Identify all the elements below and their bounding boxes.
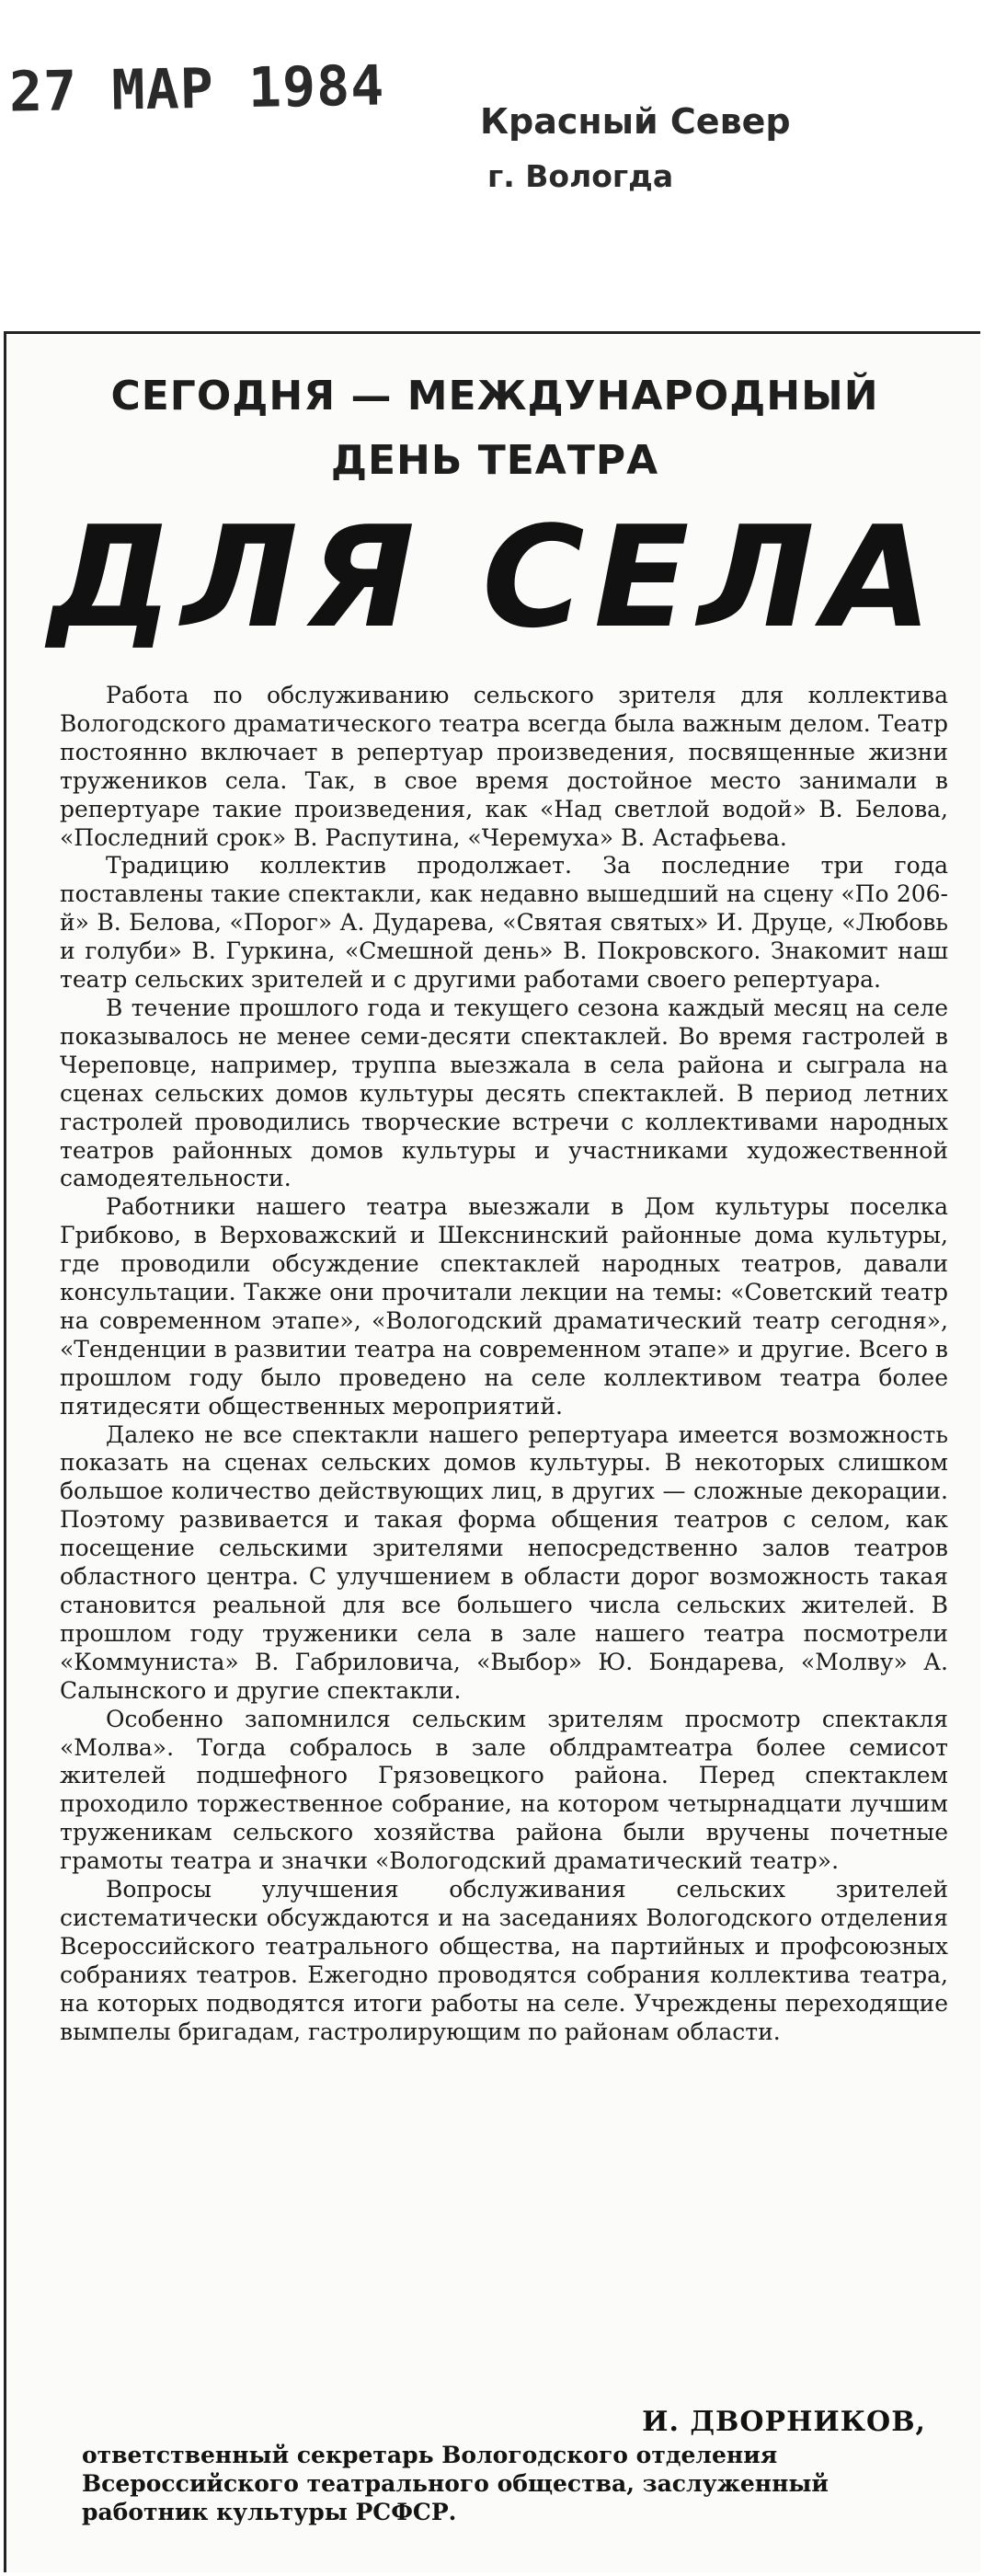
newspaper-clipping — [4, 331, 980, 2572]
paragraph: Работники нашего театра выезжали в Дом культуры поселка Грибково, в Верховажский и Шекснинский районные дома культуры, где проводили обсуждение спектаклей народных театров, давали консультации. Также они прочитали лекции на темы: «Советский театр на современном этапе», «Вологодский драматический театр сегодня», «Тенденции в развитии театра на современном этапе» и другие. Всего в прошлом году было проведено на селе коллективом театра более пятидесяти общественных мероприятий. — [60, 1193, 948, 1420]
article-body — [60, 682, 948, 2047]
paragraph: Вопросы улучшения обслуживания сельских зрителей систематически обсуждаются и на заседаниях Вологодского отделения Всероссийского театрального общества, на партийных и профсоюзных собраниях театров. Ежегодно проводятся собрания коллектива театра, на которых подводятся итоги работы на селе. Учреждены переходящие вымпелы бригадам, гастролирующим по районам области. — [60, 1876, 948, 2045]
article-headline: ДЛЯ СЕЛА — [48, 496, 942, 659]
city-stamp: г. Вологда — [487, 158, 674, 194]
newspaper-name-stamp: Красный Север — [480, 101, 791, 142]
paragraph: Особенно запомнился сельским зрителям просмотр спектакля «Молва». Тогда собралось в зале облдрамтеатра более семисот жителей подшефного Грязовецкого района. Перед спектаклем проходило торжественное собрание, на котором четырнадцати лучшим труженикам сельского хозяйства района были вручены почетные грамоты театра и значки «Вологодский драматический театр». — [60, 1705, 948, 1875]
date-stamp: 27 МАР 1984 — [8, 53, 385, 125]
paragraph: Традицию коллектив продолжает. За последние три года поставлены такие спектакли, как недавно вышедший на сцену «По 206-й» В. Белова, «Порог» А. Дударева, «Святая святых» И. Друце, «Любовь и голуби» В. Гуркина, «Смешной день» В. Покровского. Знакомит наш театр сельских зрителей и с другими работами своего репертуара. — [60, 852, 948, 994]
paragraph: Работа по обслуживанию сельского зрителя для коллектива Вологодского драматического театра всегда была важным делом. Театр постоянно включает в репертуар произведения, посвященные жизни тружеников села. Так, в свое время достойное место занимали в репертуаре такие произведения, как «Над светлой водой» В. Белова, «Последний срок» В. Распутина, «Черемуха» В. Астафьева. — [60, 682, 948, 851]
paragraph: Далеко не все спектакли нашего репертуара имеется возможность показать на сценах сельских домов культуры. В некоторых слишком большое количество действующих лиц, в других — сложные декорации. Поэтому развивается и такая форма общения театров с селом, как посещение сельскими зрителями непосредственно залов театров областного центра. С улучшением в области дорог возможность такая становится реальной для все большего числа сельских жителей. В прошлом году труженики села в зале нашего театра посмотрели «Коммуниста» В. Габриловича, «Выбор» Ю. Бондарева, «Молву» А. Салынского и другие спектакли. — [60, 1420, 948, 1704]
author-credentials: ответственный секретарь Вологодского отделения Всероссийского театрального общества, заслуженный работник культуры РСФСР. — [82, 2442, 829, 2525]
paragraph: В течение прошлого года и текущего сезона каждый месяц на селе показывалось не менее семи-десяти спектаклей. Во время гастролей в Череповце, например, труппа выезжала в села района и сыграла на сценах сельских домов культуры десять спектаклей. В период летних гастролей проводились творческие встречи с коллективами народных театров районных домов культуры и участниками художественной самодеятельности. — [60, 994, 948, 1192]
kicker-line-2: ДЕНЬ ТЕАТРА — [330, 437, 659, 484]
author-signature: И. ДВОРНИКОВ, — [642, 2406, 926, 2438]
kicker-line-1: СЕГОДНЯ — МЕЖДУНАРОДНЫЙ — [110, 373, 879, 420]
